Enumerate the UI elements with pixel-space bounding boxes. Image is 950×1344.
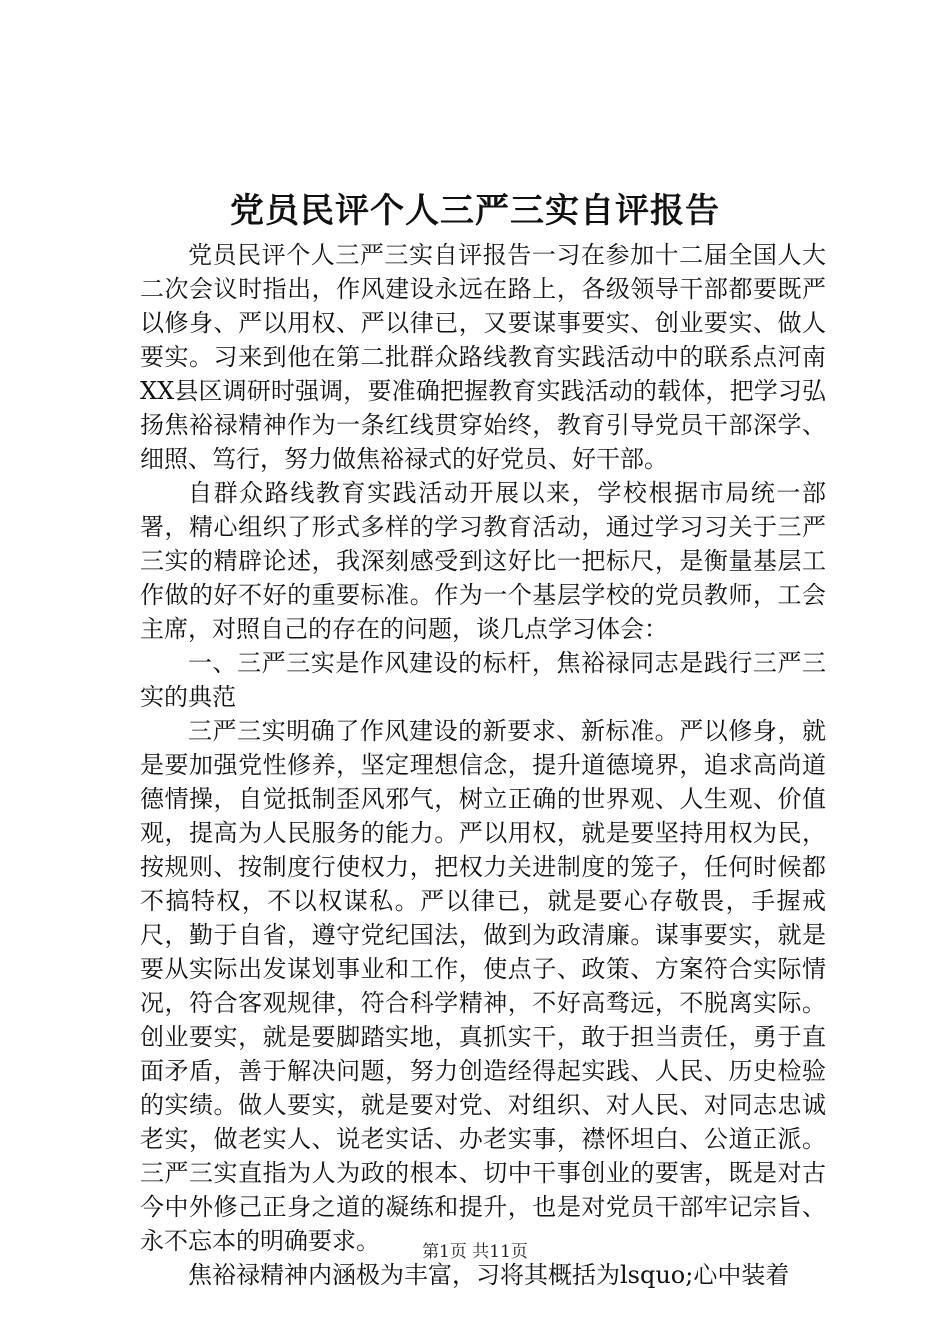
paragraph-1: 党员民评个人三严三实自评报告一习在参加十二届全国人大二次会议时指出，作风建设永远在路上，各级领导干部都要既严以修身、严以用权、严以律已，又要谋事要实、创业要实、做人要实。习来到他在第二批群众路线教育实践活动中的联系点河南XX县区调研时强调，要准确把握教育实践活动的载体，把学习弘扬焦裕禄精神作为一条红线贯穿始终，教育引导党员干部深学、细照、笃行，努力做焦裕禄式的好党员、好干部。 bbox=[140, 241, 826, 473]
paragraph-2: 自群众路线教育实践活动开展以来，学校根据市局统一部署，精心组织了形式多样的学习教育活动，通过学习习关于三严三实的精辟论述，我深刻感受到这好比一把标尺，是衡量基层工作做的好不好的重要标准。作为一个基层学校的党员教师，工会主席，对照自己的存在的问题，谈几点学习体会： bbox=[140, 479, 826, 643]
section-heading-1: 一、三严三实是作风建设的标杆，焦裕禄同志是践行三严三实的典范 bbox=[140, 649, 826, 711]
paragraph-4: 焦裕禄精神内涵极为丰富，习将其概括为lsquo;心中装着 bbox=[188, 1261, 790, 1289]
document-title: 党员民评个人三严三实自评报告 bbox=[230, 191, 720, 231]
document-body bbox=[140, 238, 826, 1292]
paragraph-3: 三严三实明确了作风建设的新要求、新标准。严以修身，就是要加强党性修养，坚定理想信念，提升道德境界，追求高尚道德情操，自觉抵制歪风邪气，树立正确的世界观、人生观、价值观，提高为人民服务的能力。严以用权，就是要坚持用权为民，按规则、按制度行使权力，把权力关进制度的笼子，任何时候都不搞特权，不以权谋私。严以律已，就是要心存敬畏，手握戒尺，勤于自省，遵守党纪国法，做到为政清廉。谋事要实，就是要从实际出发谋划事业和工作，使点子、政策、方案符合实际情况，符合客观规律，符合科学精神，不好高骛远，不脱离实际。创业要实，就是要脚踏实地，真抓实干，敢于担当责任，勇于直面矛盾，善于解决问题，努力创造经得起实践、人民、历史检验的实绩。做人要实，就是要对党、对组织、对人民、对同志忠诚老实，做老实人、说老实话、办老实事，襟怀坦白、公道正派。三严三实直指为人为政的根本、切中干事创业的要害，既是对古今中外修己正身之道的凝练和提升，也是对党员干部牢记宗旨、永不忘本的明确要求。 bbox=[140, 717, 826, 1255]
page-number-footer: 第1页 共11页 bbox=[422, 1242, 528, 1262]
